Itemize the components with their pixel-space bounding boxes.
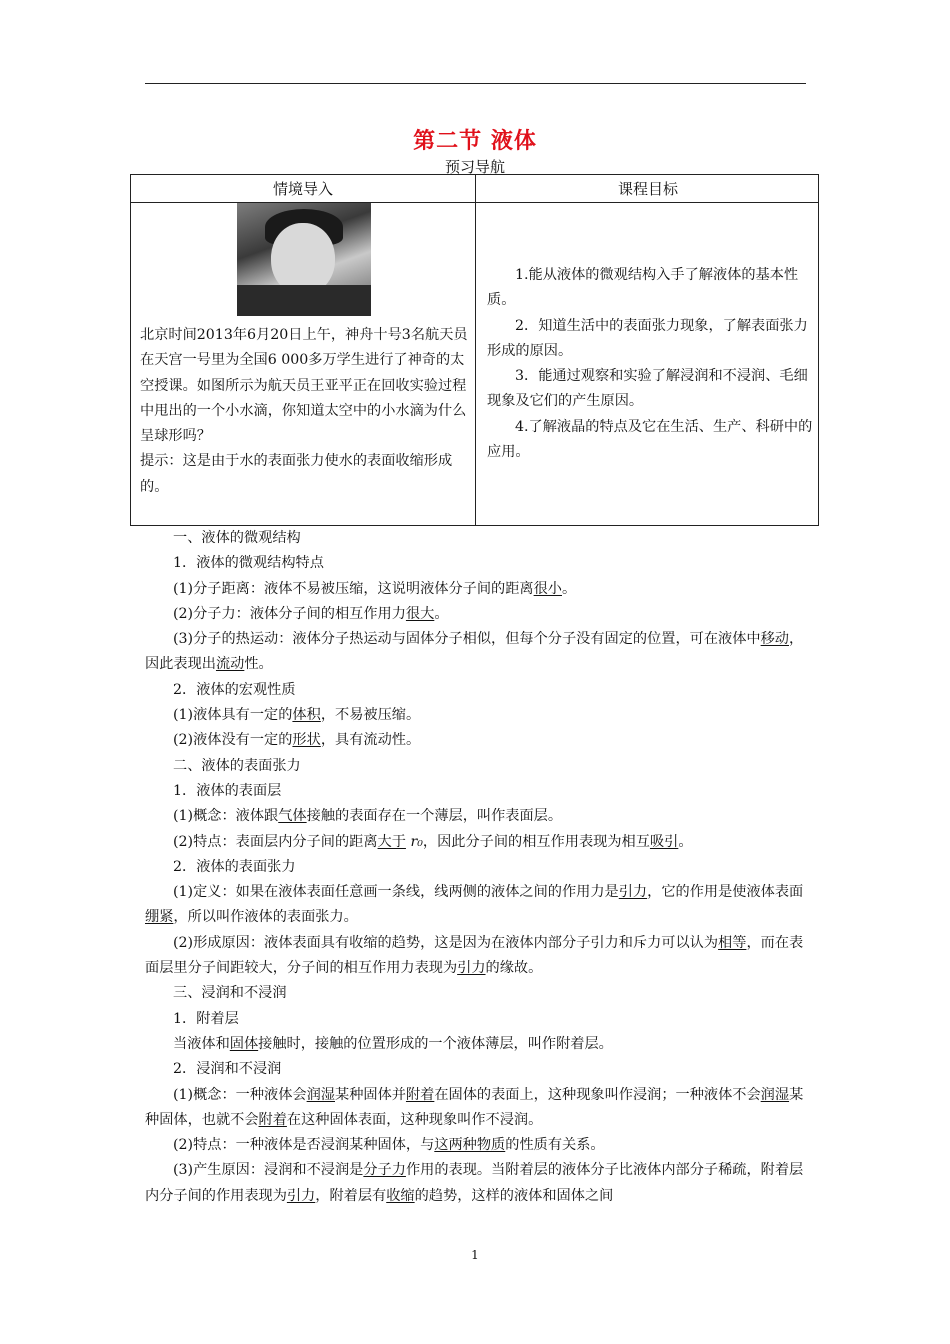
header-rule (145, 83, 806, 84)
answer-blank: 相等 (718, 934, 747, 951)
subsection-heading: 1．附着层 (173, 1010, 239, 1027)
answer-blank: 润湿 (306, 1086, 335, 1103)
subsection-heading: 2．浸润和不浸润 (173, 1061, 282, 1078)
answer-blank: 收缩 (386, 1187, 415, 1204)
answer-blank: 分子力 (363, 1162, 406, 1179)
paragraph: (3)分子的热运动：液体分子热运动与固体分子相似，但每个分子没有固定的位置，可在液体中移动，因此表现出流动性。 (145, 631, 804, 673)
paragraph: (2)特点：表面层内分子间的距离大于 r₀，因此分子间的相互作用表现为相互吸引。 (173, 833, 693, 850)
goals-cell (487, 263, 813, 465)
answer-blank: 绷紧 (145, 909, 174, 926)
document-body (145, 526, 807, 1209)
goal-item: 2．知道生活中的表面张力现象，了解表面张力形成的原因。 (487, 317, 808, 359)
answer-blank: 引力 (457, 960, 486, 977)
page-title: 第二节 液体 (413, 128, 537, 154)
subsection-heading: 2．液体的表面张力 (173, 858, 296, 875)
goal-item: 4.了解液晶的特点及它在生活、生产、科研中的应用。 (487, 418, 813, 461)
table-header-scenario: 情境导入 (272, 180, 333, 198)
table-header-goals: 课程目标 (617, 180, 678, 198)
paragraph: (2)特点：一种液体是否浸润某种固体，与这两种物质的性质有关系。 (173, 1137, 605, 1154)
paragraph: (1)分子距离：液体不易被压缩，这说明液体分子间的距离很小。 (173, 580, 577, 597)
page-number: 1 (471, 1248, 479, 1262)
paragraph: (2)形成原因：液体表面具有收缩的趋势，这是因为在液体内部分子引力和斥力可以认为相等，而在表面层里分子间距较大，分子间的相互作用力表现为引力的缘故。 (145, 934, 804, 977)
paragraph: 当液体和固体接触时，接触的位置形成的一个液体薄层，叫作附着层。 (173, 1035, 613, 1052)
answer-blank: 流动 (215, 656, 245, 673)
answer-blank: 这两种物质 (434, 1137, 506, 1154)
answer-blank: 体积 (292, 707, 321, 724)
paragraph: (1)液体具有一定的体积，不易被压缩。 (173, 707, 421, 724)
scenario-cell (140, 323, 470, 500)
answer-blank: 润湿 (760, 1086, 790, 1103)
answer-blank: 气体 (278, 808, 307, 825)
answer-blank: 引力 (286, 1187, 316, 1204)
paragraph: (2)分子力：液体分子间的相互作用力很大。 (173, 605, 449, 622)
answer-blank: 大于 (377, 833, 406, 850)
table-column-divider (475, 175, 476, 525)
subsection-heading: 1．液体的表面层 (173, 782, 282, 799)
answer-blank: 移动 (760, 631, 789, 648)
goal-item: 1.能从液体的微观结构入手了解液体的基本性质。 (487, 267, 799, 309)
paragraph: (2)液体没有一定的形状，具有流动性。 (173, 732, 421, 749)
section-heading: 三、浸润和不浸润 (173, 985, 287, 1002)
astronaut-photo (237, 203, 371, 316)
scenario-hint: 提示：这是由于水的表面张力使水的表面收缩形成的。 (140, 453, 453, 495)
answer-blank: 附着 (405, 1086, 435, 1103)
subsection-heading: 1．液体的微观结构特点 (173, 555, 324, 572)
subsection-heading: 2．液体的宏观性质 (173, 681, 296, 698)
answer-blank: 很小 (533, 580, 562, 597)
paragraph: (1)概念：液体跟气体接触的表面存在一个薄层，叫作表面层。 (173, 808, 563, 825)
page-subtitle: 预习导航 (444, 158, 505, 176)
answer-blank: 附着 (258, 1111, 287, 1128)
symbol-r0: r₀ (405, 833, 423, 850)
goal-item: 3．能通过观察和实验了解浸润和不浸润、毛细现象及它们的产生原因。 (487, 368, 808, 410)
answer-blank: 引力 (618, 884, 648, 901)
answer-blank: 形状 (292, 732, 321, 749)
answer-blank: 吸引 (649, 833, 679, 850)
paragraph: (1)定义：如果在液体表面任意画一条线，线两侧的液体之间的作用力是引力，它的作用是使液体表面绷紧，所以叫作液体的表面张力。 (145, 884, 804, 926)
answer-blank: 固体 (229, 1035, 259, 1052)
paragraph: (1)概念：一种液体会润湿某种固体并附着在固体的表面上，这种现象叫作浸润；一种液体不会润湿某种固体，也就不会附着在这种固体表面，这种现象叫作不浸润。 (145, 1086, 804, 1128)
scenario-text: 北京时间2013年6月20日上午，神舟十号3名航天员在天宫一号里为全国6 000多万学生进行了神奇的太空授课。如图所示为航天员王亚平正在回收实验过程中甩出的一个小水滴，你知道太空中的小水滴为什么呈球形吗？ (140, 327, 468, 445)
answer-blank: 很大 (405, 605, 435, 622)
paragraph: (3)产生原因：浸润和不浸润是分子力作用的表现。当附着层的液体分子比液体内部分子稀疏，附着层内分子间的作用表现为引力，附着层有收缩的趋势，这样的液体和固体之间 (145, 1162, 804, 1204)
section-heading: 二、液体的表面张力 (173, 757, 301, 774)
section-heading: 一、液体的微观结构 (173, 530, 301, 546)
preview-table (130, 174, 819, 526)
